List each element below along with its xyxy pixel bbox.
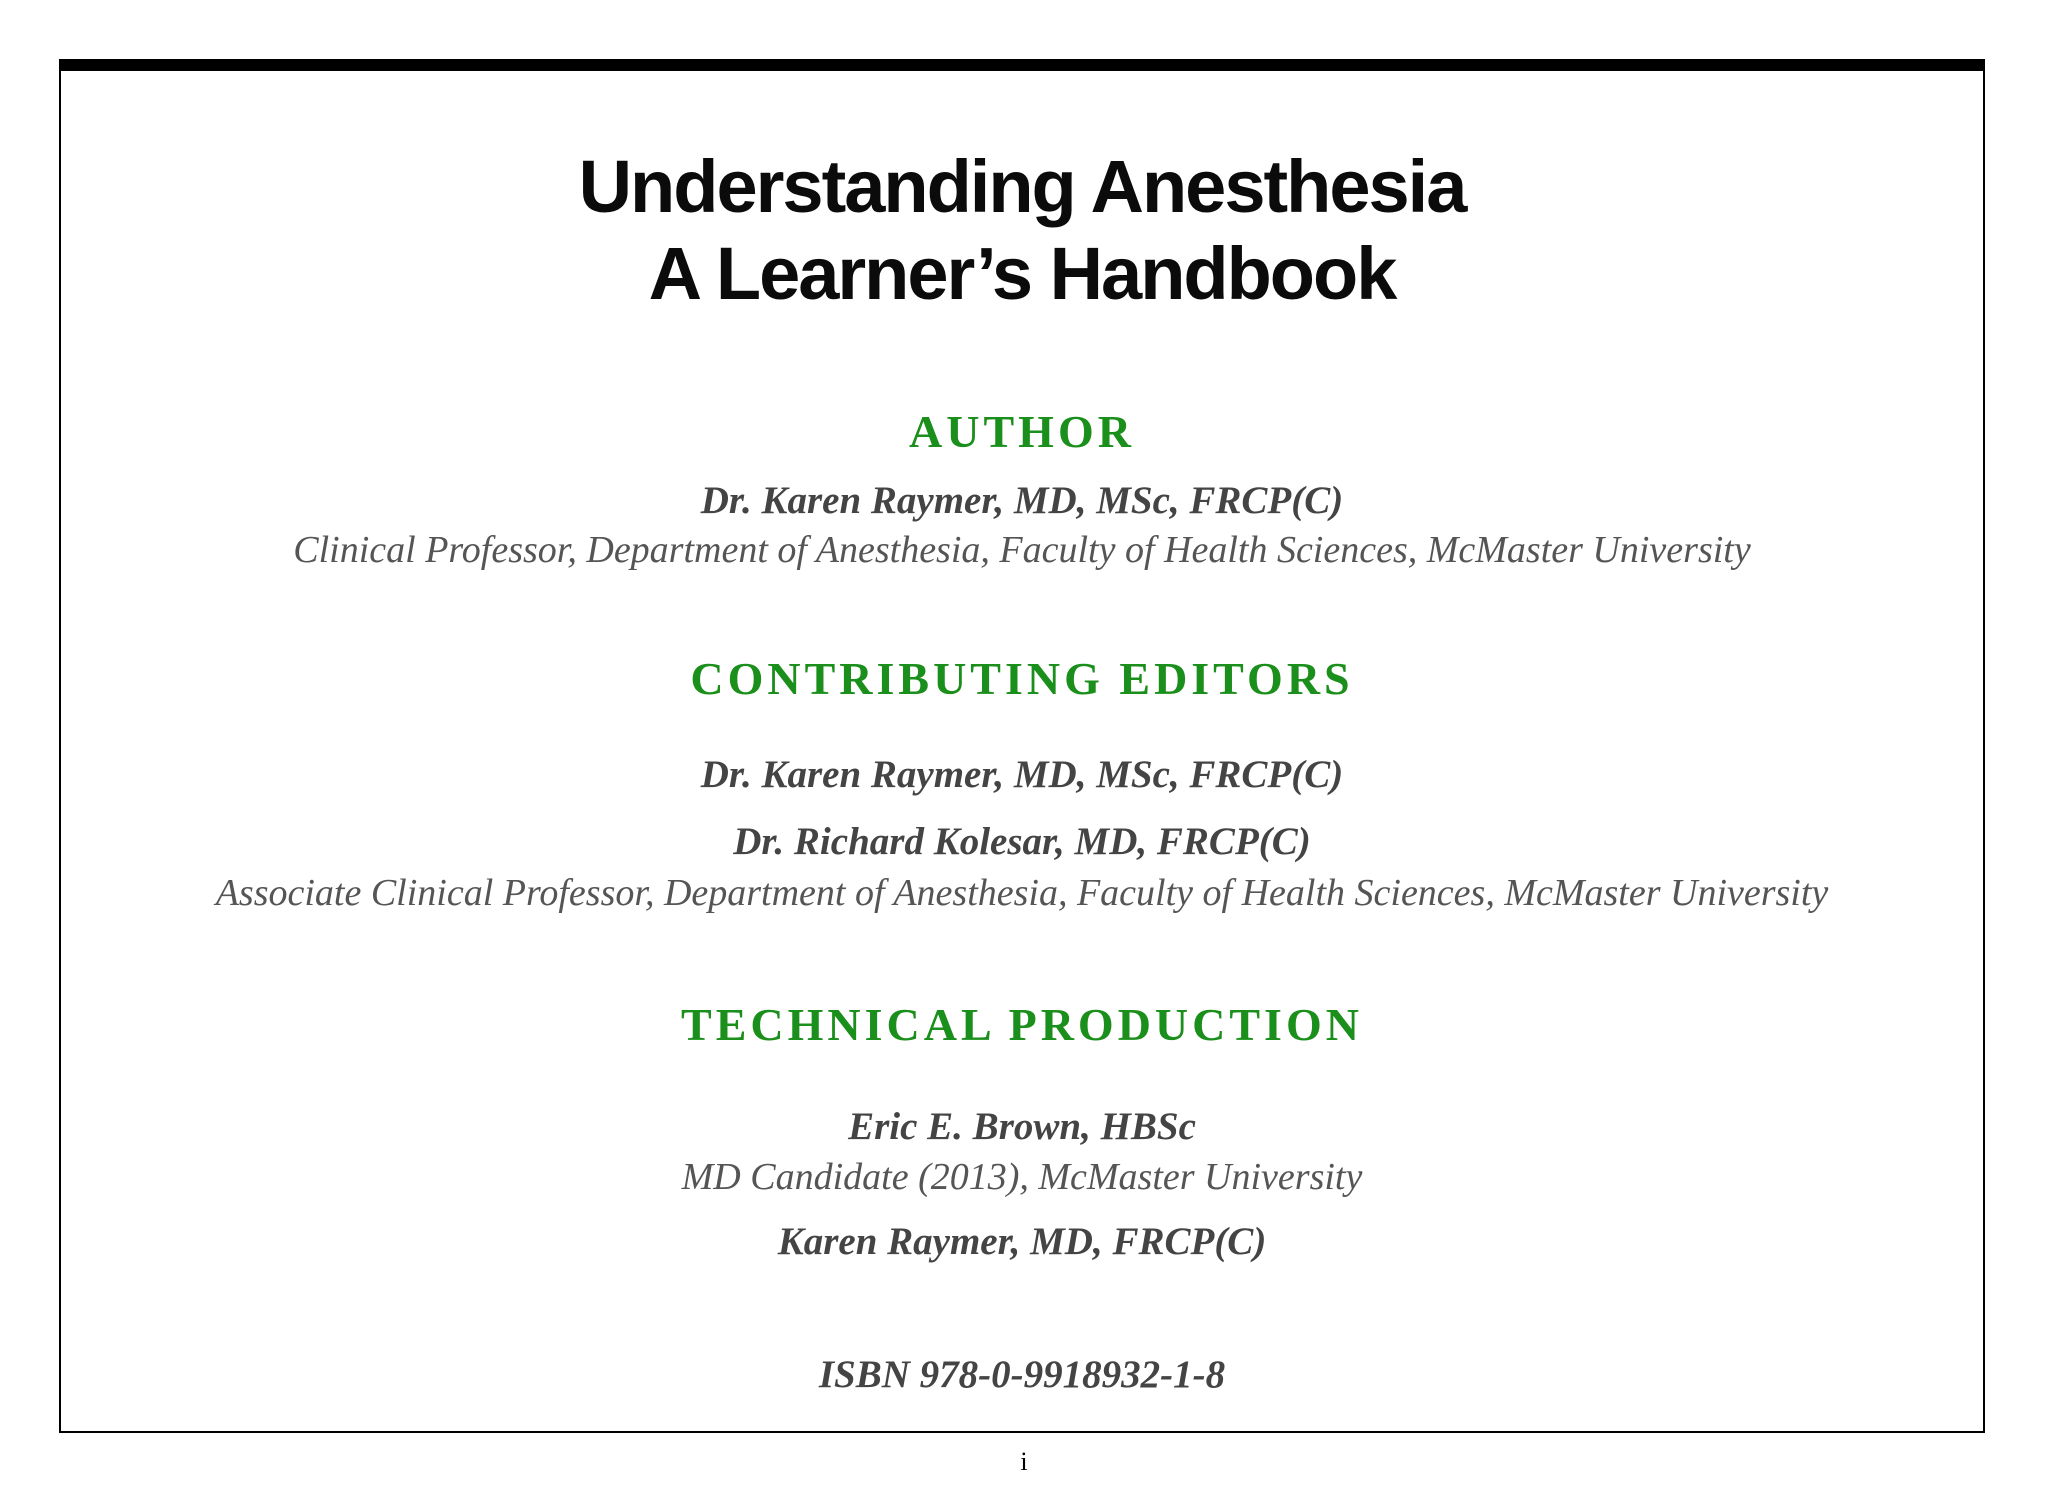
technical-production-heading: TECHNICAL PRODUCTION [681,999,1363,1050]
book-title-line-2: A Learner’s Handbook [648,232,1396,315]
contributing-editors-heading: CONTRIBUTING EDITORS [690,653,1354,704]
editor-name: Dr. Karen Raymer, MD, MSc, FRCP(C) [700,753,1344,796]
title-page-content [61,71,1983,1431]
isbn: ISBN 978-0-9918932-1-8 [818,1353,1226,1396]
technical-person-name: Eric E. Brown, HBSc [848,1105,1196,1148]
editor-name: Dr. Richard Kolesar, MD, FRCP(C) [733,820,1311,863]
author-affiliation: Clinical Professor, Department of Anesthesia, Faculty of Health Sciences, McMaster University [293,529,1751,571]
technical-person-name: Karen Raymer, MD, FRCP(C) [777,1220,1267,1263]
author-heading: AUTHOR [909,406,1135,457]
page-number: i [1020,1447,1028,1476]
editors-affiliation: Associate Clinical Professor, Department of Anesthesia, Faculty of Health Sciences, McMaster University [215,872,1829,914]
book-title-line-1: Understanding Anesthesia [578,145,1466,228]
page-frame [59,59,1985,1433]
technical-person-affiliation: MD Candidate (2013), McMaster University [681,1156,1363,1198]
author-name: Dr. Karen Raymer, MD, MSc, FRCP(C) [700,479,1344,522]
